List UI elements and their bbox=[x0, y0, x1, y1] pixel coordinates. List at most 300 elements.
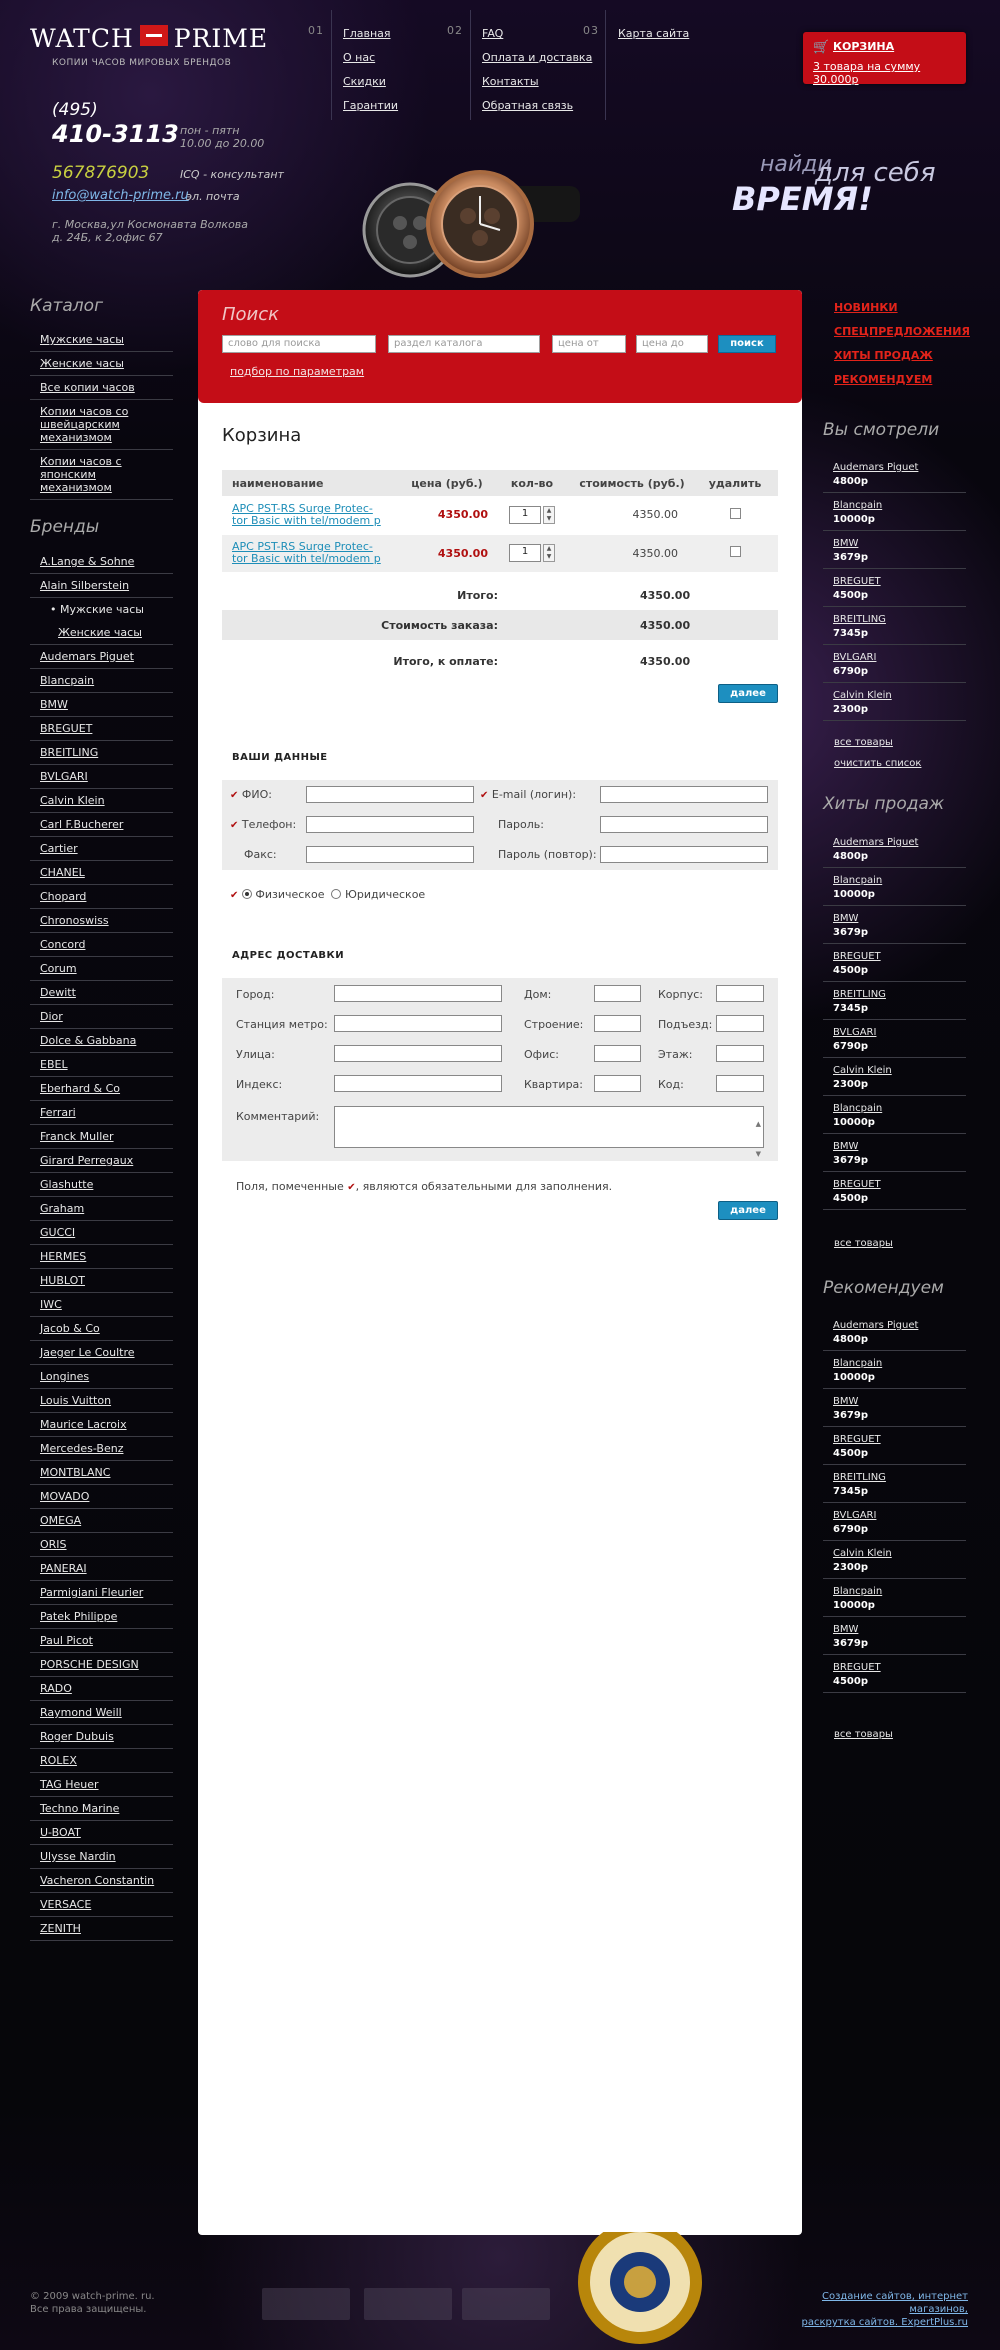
product-link[interactable]: Calvin Klein bbox=[833, 1065, 892, 1076]
comment-textarea[interactable] bbox=[334, 1106, 764, 1158]
brand-link[interactable]: Paul Picot bbox=[40, 1634, 93, 1647]
brand-link[interactable]: EBEL bbox=[40, 1058, 68, 1071]
list-item bbox=[30, 1005, 173, 1029]
list-item bbox=[30, 1821, 173, 1845]
brand-link[interactable]: Patek Philippe bbox=[40, 1610, 118, 1623]
list-item bbox=[30, 1701, 173, 1725]
product-link[interactable]: BREGUET bbox=[833, 1179, 881, 1190]
password-label: Пароль: bbox=[498, 818, 544, 831]
list-item bbox=[30, 1677, 173, 1701]
entrance-field[interactable] bbox=[716, 1015, 764, 1032]
brand-link[interactable]: Raymond Weill bbox=[40, 1706, 122, 1719]
street-field[interactable] bbox=[334, 1045, 502, 1062]
metro-field[interactable] bbox=[334, 1015, 502, 1032]
nav-divider bbox=[331, 10, 332, 120]
list-item bbox=[30, 1749, 173, 1773]
hits-all-link[interactable]: все товары bbox=[834, 1238, 893, 1249]
list-item bbox=[30, 1029, 173, 1053]
footer-copyright bbox=[30, 2290, 155, 2316]
radio-legal[interactable] bbox=[331, 889, 341, 899]
product-item bbox=[823, 1617, 966, 1655]
price-to-input[interactable]: цена до bbox=[636, 335, 708, 353]
product-price: 3679р bbox=[833, 1410, 868, 1421]
nav-sitemap[interactable]: Карта сайта bbox=[618, 27, 690, 40]
brands-list bbox=[30, 550, 173, 1941]
product-link[interactable]: BVLGARI bbox=[833, 652, 877, 663]
list-item bbox=[30, 1317, 173, 1341]
product-link[interactable]: Blancpain bbox=[833, 1358, 883, 1369]
footer-badge-2[interactable] bbox=[364, 2288, 452, 2320]
product-link[interactable] bbox=[232, 502, 381, 527]
catalog-link[interactable]: Копии часов со швейцарским механизмом bbox=[40, 405, 129, 444]
product-price: 2300р bbox=[833, 704, 868, 715]
address bbox=[52, 218, 248, 244]
product-link[interactable] bbox=[232, 540, 381, 565]
password-field[interactable] bbox=[600, 816, 768, 833]
next-button[interactable]: далее bbox=[718, 684, 778, 703]
product-item bbox=[823, 1096, 966, 1134]
list-item bbox=[30, 1557, 173, 1581]
product-link[interactable]: BMW bbox=[833, 1396, 859, 1407]
price-from-input[interactable]: цена от bbox=[552, 335, 626, 353]
nav-column-1 bbox=[343, 22, 398, 118]
email-field[interactable] bbox=[600, 786, 768, 803]
product-link[interactable]: BREGUET bbox=[833, 576, 881, 587]
product-item bbox=[823, 1172, 966, 1210]
catalog-link[interactable]: Копии часов с японским механизмом bbox=[40, 455, 122, 494]
recommend-links bbox=[834, 1727, 893, 1740]
hits-list bbox=[823, 830, 966, 1210]
product-link[interactable]: BMW bbox=[833, 1624, 859, 1635]
col-delete: удалить bbox=[692, 470, 778, 496]
brand-link[interactable]: Louis Vuitton bbox=[40, 1394, 112, 1407]
quantity-stepper[interactable]: ▲ ▼ bbox=[543, 544, 555, 562]
floor-field[interactable] bbox=[716, 1045, 764, 1062]
brand-link[interactable]: Vacheron Constantin bbox=[40, 1874, 155, 1887]
product-link[interactable]: BMW bbox=[833, 1141, 859, 1152]
fax-label: Факс: bbox=[244, 848, 277, 861]
brand-link[interactable]: PANERAI bbox=[40, 1562, 87, 1575]
building-field[interactable] bbox=[594, 1015, 641, 1032]
product-item bbox=[823, 1351, 966, 1389]
list-item bbox=[30, 1509, 173, 1533]
nav-number-3: 03 bbox=[583, 24, 599, 37]
block-label: Корпус: bbox=[658, 988, 703, 1001]
note-text-1: Поля, помеченные bbox=[236, 1180, 344, 1193]
brand-link[interactable]: TAG Heuer bbox=[40, 1778, 99, 1791]
product-item bbox=[823, 982, 966, 1020]
product-item bbox=[823, 1020, 966, 1058]
watches-image bbox=[340, 168, 580, 288]
hours-time: 10.00 до 20.00 bbox=[180, 137, 265, 150]
recommend-title: Рекомендуем bbox=[823, 1278, 944, 1298]
product-item bbox=[823, 868, 966, 906]
brand-link[interactable]: ROLEX bbox=[40, 1754, 77, 1767]
product-link[interactable]: Blancpain bbox=[833, 1586, 883, 1597]
product-link[interactable]: BREGUET bbox=[833, 951, 881, 962]
list-item bbox=[30, 765, 173, 789]
catalog-link[interactable]: Все копии часов bbox=[40, 381, 135, 394]
house-field[interactable] bbox=[594, 985, 641, 1002]
product-item bbox=[823, 569, 966, 607]
list-item bbox=[30, 981, 173, 1005]
email-label-text: E-mail (логин): bbox=[491, 788, 577, 801]
product-item bbox=[823, 607, 966, 645]
cart-table bbox=[222, 470, 778, 573]
fio-field[interactable] bbox=[306, 786, 474, 803]
product-price: 4350.00 bbox=[402, 496, 492, 534]
work-hours bbox=[180, 124, 264, 150]
product-link[interactable]: Blancpain bbox=[833, 875, 883, 886]
street-label: Улица: bbox=[236, 1048, 275, 1061]
brand-link[interactable]: ZENITH bbox=[40, 1922, 81, 1935]
brand-link[interactable]: Jacob & Co bbox=[40, 1322, 100, 1335]
password-repeat-field[interactable] bbox=[600, 846, 768, 863]
cart-icon: 🛒 bbox=[813, 40, 830, 55]
brand-link[interactable]: Chopard bbox=[40, 890, 87, 903]
product-link[interactable]: BVLGARI bbox=[833, 1510, 877, 1521]
link-special-offers[interactable]: СПЕЦПРЕДЛОЖЕНИЯ bbox=[834, 325, 970, 338]
recommend-list bbox=[823, 1313, 966, 1693]
office-field[interactable] bbox=[594, 1045, 641, 1062]
nav-discounts[interactable]: Скидки bbox=[343, 75, 386, 88]
fio-label-text: ФИО: bbox=[241, 788, 272, 801]
phone-field[interactable] bbox=[306, 816, 474, 833]
brand-link[interactable]: GUCCI bbox=[40, 1226, 76, 1239]
nav-feedback[interactable]: Обратная связь bbox=[482, 99, 574, 112]
col-qty: кол-во bbox=[492, 470, 572, 496]
brand-link[interactable]: Graham bbox=[40, 1202, 85, 1215]
order-cost-row bbox=[222, 610, 778, 640]
product-name-line2: tor Basic with tel/modem p bbox=[232, 552, 381, 565]
right-quick-links bbox=[834, 296, 970, 392]
brand-link[interactable]: Concord bbox=[40, 938, 86, 951]
brand-link[interactable]: Dewitt bbox=[40, 986, 76, 999]
developer-link-2[interactable]: раскрутка сайтов. ExpertPlus.ru bbox=[801, 2317, 968, 2328]
product-price: 4500р bbox=[833, 965, 868, 976]
slogan-for-you: для себя bbox=[815, 158, 936, 188]
fax-field[interactable] bbox=[306, 846, 474, 863]
brand-link[interactable]: Chronoswiss bbox=[40, 914, 109, 927]
brand-link[interactable]: VERSACE bbox=[40, 1898, 92, 1911]
brand-link[interactable]: Girard Perregaux bbox=[40, 1154, 134, 1167]
list-item bbox=[30, 837, 173, 861]
product-item bbox=[823, 1655, 966, 1693]
list-item bbox=[30, 1293, 173, 1317]
list-item bbox=[30, 1581, 173, 1605]
table-row bbox=[222, 534, 778, 572]
footer-badge-1[interactable] bbox=[262, 2288, 350, 2320]
quantity-input[interactable]: 1 bbox=[509, 506, 541, 524]
password-repeat-label: Пароль (повтор): bbox=[498, 848, 597, 861]
list-item bbox=[30, 1605, 173, 1629]
brand-link[interactable]: BMW bbox=[40, 698, 68, 711]
product-price: 4800р bbox=[833, 1334, 868, 1345]
nav-contacts[interactable]: Контакты bbox=[482, 75, 539, 88]
entrance-label: Подъезд: bbox=[658, 1018, 713, 1031]
brand-link[interactable]: • Мужские часы bbox=[50, 603, 144, 616]
product-link[interactable]: Audemars Piguet bbox=[833, 1320, 919, 1331]
product-cost: 4350.00 bbox=[572, 534, 692, 572]
floor-label: Этаж: bbox=[658, 1048, 693, 1061]
brand-link[interactable]: Женские часы bbox=[58, 626, 142, 639]
cart-title[interactable]: КОРЗИНА bbox=[833, 40, 895, 53]
next-button[interactable]: далее bbox=[718, 1201, 778, 1220]
list-item bbox=[30, 1845, 173, 1869]
list-item bbox=[30, 741, 173, 765]
to-pay-value: 4350.00 bbox=[640, 655, 691, 668]
index-label: Индекс: bbox=[236, 1078, 283, 1091]
nav-divider bbox=[470, 10, 471, 120]
search-section-select[interactable]: раздел каталога bbox=[388, 335, 540, 353]
list-item bbox=[30, 1341, 173, 1365]
list-item bbox=[30, 621, 173, 645]
link-bestsellers[interactable]: ХИТЫ ПРОДАЖ bbox=[834, 349, 933, 362]
quantity-stepper[interactable]: ▲ ▼ bbox=[543, 506, 555, 524]
logo-text-left: WATCH bbox=[30, 24, 134, 53]
required-note bbox=[236, 1180, 612, 1193]
brand-link[interactable]: OMEGA bbox=[40, 1514, 82, 1527]
product-price: 2300р bbox=[833, 1562, 868, 1573]
list-item bbox=[30, 1101, 173, 1125]
brand-link[interactable]: HERMES bbox=[40, 1250, 87, 1263]
brand-link[interactable]: Longines bbox=[40, 1370, 90, 1383]
brand-link[interactable]: Blancpain bbox=[40, 674, 95, 687]
copyright-line-2: Все права защищены. bbox=[30, 2304, 147, 2315]
house-label: Дом: bbox=[524, 988, 552, 1001]
cart-summary[interactable]: 3 товара на сумму 30.000р bbox=[813, 60, 921, 86]
delete-checkbox[interactable] bbox=[730, 546, 741, 557]
textarea-scrollbar[interactable]: ▲ ▼ bbox=[755, 1120, 761, 1158]
product-item bbox=[823, 1465, 966, 1503]
list-item bbox=[30, 1893, 173, 1917]
brand-link[interactable]: Roger Dubuis bbox=[40, 1730, 114, 1743]
nav-number-1: 01 bbox=[308, 24, 324, 37]
product-link[interactable]: Blancpain bbox=[833, 500, 883, 511]
brand-link[interactable]: Ferrari bbox=[40, 1106, 76, 1119]
brand-link[interactable]: Parmigiani Fleurier bbox=[40, 1586, 144, 1599]
product-item bbox=[823, 683, 966, 721]
brand-link[interactable]: BREGUET bbox=[40, 722, 93, 735]
list-item bbox=[30, 1485, 173, 1509]
phone-code: (495) bbox=[52, 100, 98, 120]
product-item bbox=[823, 493, 966, 531]
quantity-input[interactable]: 1 bbox=[509, 544, 541, 562]
flat-label: Квартира: bbox=[524, 1078, 584, 1091]
product-item bbox=[823, 1427, 966, 1465]
product-link[interactable]: BREGUET bbox=[833, 1662, 881, 1673]
brand-link[interactable]: Dior bbox=[40, 1010, 63, 1023]
brand-link[interactable]: Audemars Piguet bbox=[40, 650, 134, 663]
table-row bbox=[222, 496, 778, 534]
nav-guarantee[interactable]: Гарантии bbox=[343, 99, 399, 112]
product-item bbox=[823, 1134, 966, 1172]
logo[interactable] bbox=[30, 24, 268, 53]
product-item bbox=[823, 944, 966, 982]
list-item bbox=[30, 1797, 173, 1821]
product-price: 4500р bbox=[833, 590, 868, 601]
comment-label: Комментарий: bbox=[236, 1110, 320, 1123]
search-button[interactable]: поиск bbox=[718, 335, 776, 353]
brand-link[interactable]: Maurice Lacroix bbox=[40, 1418, 127, 1431]
footer-badge-3[interactable] bbox=[462, 2288, 550, 2320]
nav-column-3 bbox=[618, 22, 689, 46]
list-item bbox=[30, 450, 173, 500]
product-price: 4500р bbox=[833, 1448, 868, 1459]
product-price: 4500р bbox=[833, 1676, 868, 1687]
brand-link[interactable]: U-BOAT bbox=[40, 1826, 81, 1839]
brand-link[interactable]: CHANEL bbox=[40, 866, 85, 879]
slogan-time: ВРЕМЯ! bbox=[732, 180, 873, 218]
product-price: 3679р bbox=[833, 1638, 868, 1649]
brand-link[interactable]: BREITLING bbox=[40, 746, 99, 759]
brand-link[interactable]: Alain Silberstein bbox=[40, 579, 130, 592]
search-title: Поиск bbox=[222, 304, 280, 325]
order-cost-value: 4350.00 bbox=[640, 619, 691, 632]
brand-link[interactable]: Calvin Klein bbox=[40, 794, 105, 807]
to-pay-label: Итого, к оплате: bbox=[393, 655, 498, 668]
city-field[interactable] bbox=[334, 985, 502, 1002]
product-link[interactable]: BMW bbox=[833, 538, 859, 549]
brand-link[interactable]: MOVADO bbox=[40, 1490, 90, 1503]
product-price: 10000р bbox=[833, 1117, 875, 1128]
product-item bbox=[823, 830, 966, 868]
icq-number: 567876903 bbox=[52, 163, 150, 183]
list-item bbox=[30, 933, 173, 957]
params-search-link[interactable]: подбор по параметрам bbox=[230, 365, 365, 378]
logo-text-right: PRIME bbox=[173, 24, 269, 53]
cart-widget[interactable] bbox=[803, 32, 966, 84]
brand-link[interactable]: Glashutte bbox=[40, 1178, 94, 1191]
nav-about[interactable]: О нас bbox=[343, 51, 376, 64]
catalog-link[interactable]: Мужские часы bbox=[40, 333, 124, 346]
catalog-link[interactable]: Женские часы bbox=[40, 357, 124, 370]
brand-link[interactable]: Techno Marine bbox=[40, 1802, 120, 1815]
code-field[interactable] bbox=[716, 1075, 764, 1092]
brand-link[interactable]: PORSCHE DESIGN bbox=[40, 1658, 139, 1671]
product-link[interactable]: BREGUET bbox=[833, 1434, 881, 1445]
brand-link[interactable]: Mercedes-Benz bbox=[40, 1442, 124, 1455]
product-price: 10000р bbox=[833, 1372, 875, 1383]
footer-watch-image bbox=[575, 2232, 705, 2350]
list-item bbox=[30, 598, 173, 621]
brand-link[interactable]: BVLGARI bbox=[40, 770, 88, 783]
delete-checkbox[interactable] bbox=[730, 508, 741, 519]
building-label: Строение: bbox=[524, 1018, 584, 1031]
total-row bbox=[222, 580, 778, 610]
product-link[interactable]: BREITLING bbox=[833, 989, 886, 1000]
product-price: 7345р bbox=[833, 628, 868, 639]
email-label: эл. почта bbox=[186, 190, 240, 203]
link-recommended[interactable]: РЕКОМЕНДУЕМ bbox=[834, 373, 933, 386]
brand-link[interactable]: ORIS bbox=[40, 1538, 67, 1551]
brand-link[interactable]: MONTBLANC bbox=[40, 1466, 111, 1479]
hits-links bbox=[834, 1236, 893, 1249]
list-item bbox=[30, 789, 173, 813]
list-item bbox=[30, 957, 173, 981]
block-field[interactable] bbox=[716, 985, 764, 1002]
link-new[interactable]: НОВИНКИ bbox=[834, 301, 898, 314]
product-link[interactable]: BVLGARI bbox=[833, 1027, 877, 1038]
email-label bbox=[480, 788, 576, 801]
brand-link[interactable]: A.Lange & Sohne bbox=[40, 555, 135, 568]
recommend-all-link[interactable]: все товары bbox=[834, 1729, 893, 1740]
product-price: 2300р bbox=[833, 1079, 868, 1090]
radio-physical[interactable] bbox=[242, 889, 252, 899]
brand-link[interactable]: HUBLOT bbox=[40, 1274, 85, 1287]
brand-link[interactable]: RADO bbox=[40, 1682, 72, 1695]
nav-payment-delivery[interactable]: Оплата и доставка bbox=[482, 51, 593, 64]
search-word-input[interactable]: слово для поиска bbox=[222, 335, 376, 353]
list-item bbox=[30, 669, 173, 693]
list-item bbox=[30, 813, 173, 837]
nav-column-2 bbox=[482, 22, 592, 118]
brand-link[interactable]: Carl F.Bucherer bbox=[40, 818, 124, 831]
product-price: 3679р bbox=[833, 927, 868, 938]
nav-home[interactable]: Главная bbox=[343, 27, 391, 40]
brand-link[interactable]: Dolce & Gabbana bbox=[40, 1034, 137, 1047]
list-item bbox=[30, 1461, 173, 1485]
list-item bbox=[30, 645, 173, 669]
brand-link[interactable]: Corum bbox=[40, 962, 77, 975]
brand-link[interactable]: Eberhard & Co bbox=[40, 1082, 121, 1095]
list-item bbox=[30, 1221, 173, 1245]
product-item bbox=[823, 531, 966, 569]
product-link[interactable]: BREITLING bbox=[833, 1472, 886, 1483]
product-link[interactable]: Audemars Piguet bbox=[833, 462, 919, 473]
viewed-title: Вы смотрели bbox=[823, 420, 940, 440]
catalog-list bbox=[30, 328, 173, 500]
product-name-line1: APC PST-RS Surge Protec- bbox=[232, 501, 373, 515]
delivery-section-title: АДРЕС ДОСТАВКИ bbox=[232, 950, 345, 961]
col-name: наименование bbox=[222, 470, 402, 496]
brand-link[interactable]: Ulysse Nardin bbox=[40, 1850, 116, 1863]
icq-label: ICQ - консультант bbox=[180, 168, 284, 181]
brand-link[interactable]: Jaeger Le Coultre bbox=[40, 1346, 135, 1359]
product-link[interactable]: BMW bbox=[833, 913, 859, 924]
required-check-icon: ✔ bbox=[230, 820, 239, 831]
product-cost: 4350.00 bbox=[572, 496, 692, 534]
brand-link[interactable]: IWC bbox=[40, 1298, 62, 1311]
brand-link[interactable]: Franck Muller bbox=[40, 1130, 114, 1143]
product-link[interactable]: Blancpain bbox=[833, 1103, 883, 1114]
product-price: 4800р bbox=[833, 851, 868, 862]
brands-title: Бренды bbox=[30, 517, 100, 537]
viewed-all-link[interactable]: все товары bbox=[834, 737, 893, 748]
product-link[interactable]: Audemars Piguet bbox=[833, 837, 919, 848]
product-price: 10000р bbox=[833, 889, 875, 900]
product-price: 6790р bbox=[833, 1524, 868, 1535]
brand-link[interactable]: Cartier bbox=[40, 842, 78, 855]
index-field[interactable] bbox=[334, 1075, 502, 1092]
list-item bbox=[30, 1437, 173, 1461]
list-item bbox=[30, 1269, 173, 1293]
delivery-form bbox=[222, 978, 778, 1161]
nav-faq[interactable]: FAQ bbox=[482, 27, 504, 40]
flat-field[interactable] bbox=[594, 1075, 641, 1092]
list-item bbox=[30, 352, 173, 376]
list-item bbox=[30, 1869, 173, 1893]
product-price: 4500р bbox=[833, 1193, 868, 1204]
product-price: 6790р bbox=[833, 1041, 868, 1052]
product-link[interactable]: BREITLING bbox=[833, 614, 886, 625]
email-link[interactable]: info@watch-prime.ru bbox=[52, 188, 189, 203]
viewed-clear-link[interactable]: очистить список bbox=[834, 758, 922, 769]
product-link[interactable]: Calvin Klein bbox=[833, 1548, 892, 1559]
developer-link-1[interactable]: Создание сайтов, интернет магазинов, bbox=[821, 2291, 968, 2315]
list-item bbox=[30, 1917, 173, 1941]
product-link[interactable]: Calvin Klein bbox=[833, 690, 892, 701]
